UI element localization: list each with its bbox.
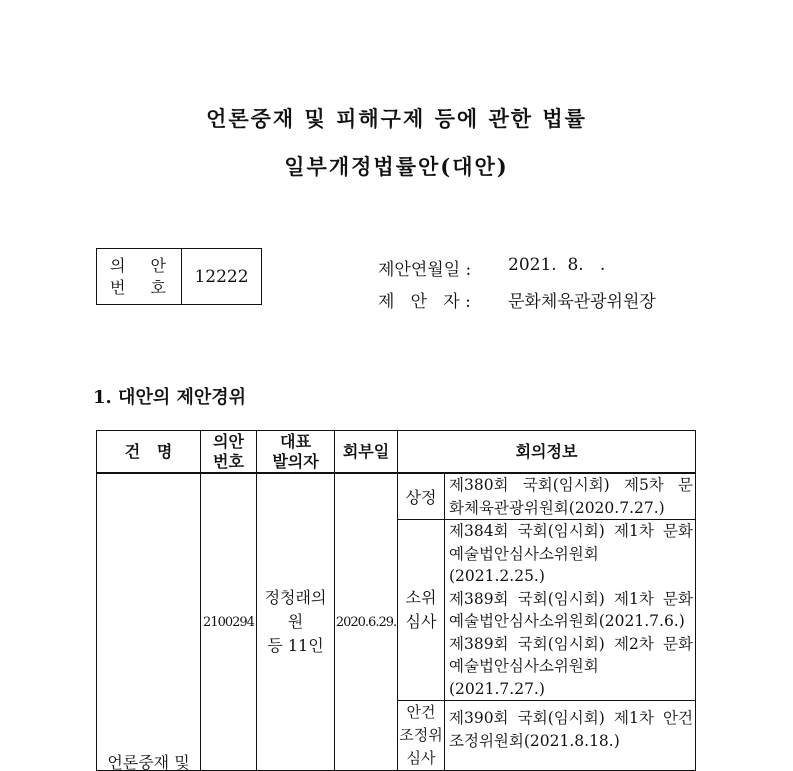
label-line: 의 안 [110, 255, 176, 275]
stage-info [445, 520, 696, 701]
bill-name-cell [97, 473, 201, 771]
info-line: 제384회 국회(임시회) 제1차 문화 [449, 522, 693, 540]
label-line: 소위 [405, 588, 437, 607]
date-cell: 2020.6.29. [335, 473, 398, 771]
bill-name: 언론중재 및 [107, 753, 190, 770]
stage-label: 상정 [398, 473, 445, 520]
stage-info [445, 473, 696, 520]
stage-info [445, 701, 696, 771]
header-representative [257, 431, 335, 474]
representative: 등 11인 [267, 636, 324, 655]
header-info: 회의정보 [398, 431, 696, 474]
bill-number-label [97, 249, 182, 304]
bill-no-cell: 2100294 [201, 473, 257, 771]
info-line: 예술법안심사소위원회(2021.7.27.) [449, 657, 599, 698]
stage-label [398, 520, 445, 701]
document-subtitle: 일부개정법률안(대안) [284, 154, 509, 179]
date-value: 2021. 8. . [508, 255, 606, 275]
info-line: 제389회 국회(임시회) 제2차 문화 [449, 634, 693, 653]
section-heading: 1. 대안의 제안경위 [93, 387, 247, 408]
label-line: 안건 [406, 703, 436, 721]
representative: 정청래의원 [264, 588, 327, 631]
header-bill-no [201, 431, 257, 474]
header-date: 회부일 [335, 431, 398, 474]
info-line: 제389회 국회(임시회) 제1차 문화 [449, 589, 693, 608]
info-line: 예술법안심사소위원회(2021.2.25.) [449, 544, 599, 585]
header-name: 건 명 [97, 431, 201, 474]
header-text: 대표 [280, 431, 311, 451]
header-text: 번호 [213, 451, 244, 471]
info-line: 조정위원회(2021.8.18.) [449, 731, 620, 750]
bill-number-box [96, 248, 262, 305]
representative-cell [257, 473, 335, 771]
label-line: 번 호 [110, 277, 176, 297]
header-text: 의안 [213, 431, 244, 451]
proposer-value: 문화체육관광위원장 [508, 292, 656, 312]
stage-label [398, 701, 445, 771]
label-line: 심사 [406, 749, 436, 767]
info-line: 예술법안심사소위원회(2021.7.6.) [449, 612, 685, 630]
label-line: 조정위 [399, 726, 443, 744]
proposal-history-table [96, 430, 696, 771]
info-line: 화체육관광위원회(2020.7.27.) [449, 498, 665, 517]
header-text: 발의자 [272, 451, 319, 471]
bill-number: 12222 [194, 266, 249, 287]
info-line: 제380회 국회(임시회) 제5차 문 [449, 476, 693, 494]
info-line: 제390회 국회(임시회) 제1차 안건 [449, 709, 693, 727]
label-line: 심사 [405, 612, 437, 631]
document-title: 언론중재 및 피해구제 등에 관한 법률 [206, 106, 587, 131]
date-label: 제안연월일 : [378, 260, 472, 280]
proposer-label: 제 안 자 : [378, 292, 471, 312]
